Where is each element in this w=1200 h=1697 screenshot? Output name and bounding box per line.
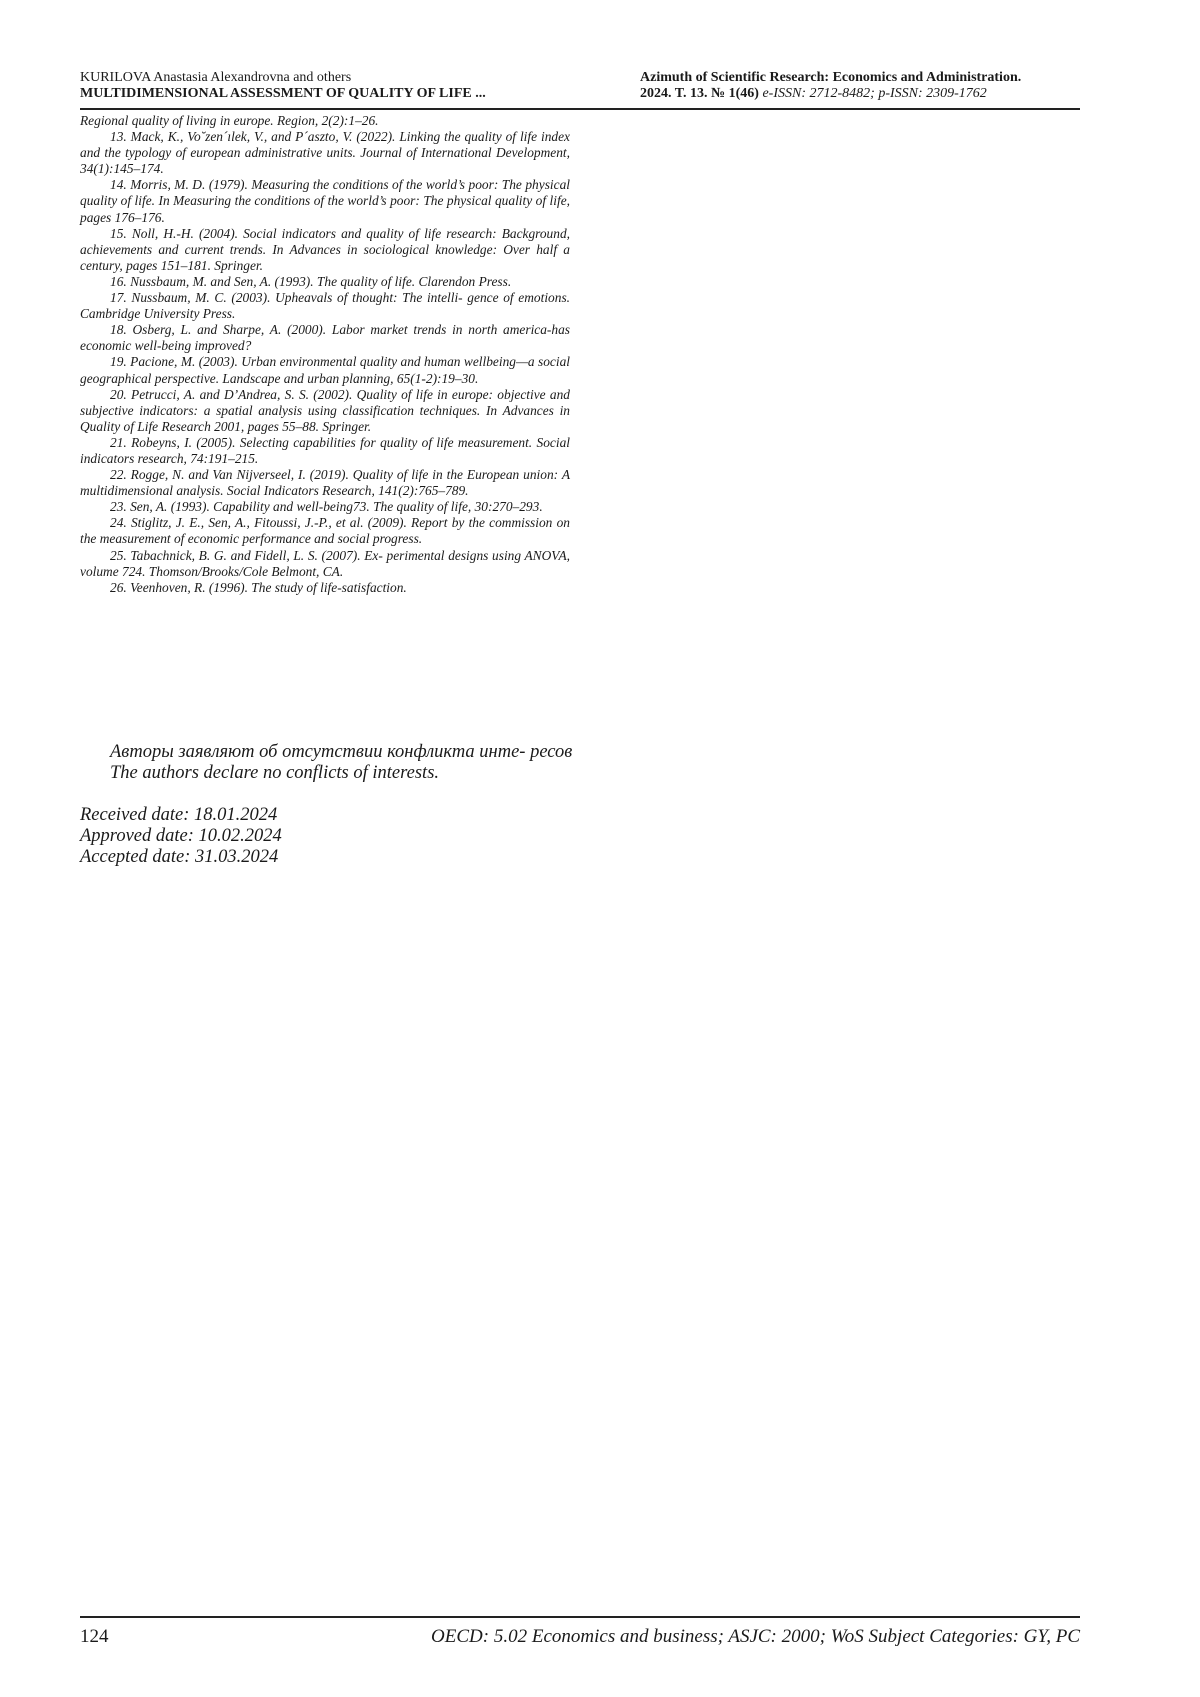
reference-item: 14. Morris, M. D. (1979). Measuring the conditions of the world’s poor: The physical quality of life. In Measuring the conditions of the world’s poor: The physical quality of life, pages 176–176. — [80, 177, 570, 225]
header-left — [80, 70, 486, 102]
reference-item: 13. Mack, K., Vo˘zen´ılek, V., and P´aszto, V. (2022). Linking the quality of life index and the typology of european administrative units. Journal of International Development, 34(1):145–174. — [80, 129, 570, 177]
accepted-date: Accepted date: 31.03.2024 — [80, 847, 279, 867]
reference-item: 26. Veenhoven, R. (1996). The study of life-satisfaction. — [110, 579, 407, 595]
header-issue-line — [640, 86, 1021, 102]
reference-list — [80, 113, 570, 596]
reference-item: 24. Stiglitz, J. E., Sen, A., Fitoussi, J.-P., et al. (2009). Report by the commission on the measurement of economic performance and social progress. — [80, 515, 570, 547]
reference-item: 25. Tabachnick, B. G. and Fidell, L. S. (2007). Ex- perimental designs using ANOVA, volume 724. Thomson/Brooks/Cole Belmont, CA. — [80, 547, 570, 579]
page-number: 124 — [80, 1626, 109, 1647]
reference-item: 15. Noll, H.-H. (2004). Social indicators and quality of life research: Background, achievements and current trends. In Advances in sociological knowledge: Over half a century, pages 151–181. Springer. — [80, 225, 570, 273]
header-article-title: MULTIDIMENSIONAL ASSESSMENT OF QUALITY OF LIFE ... — [80, 86, 486, 101]
approved-date: Approved date: 10.02.2024 — [80, 826, 282, 846]
page-header — [80, 70, 1080, 110]
reference-item: 17. Nussbaum, M. C. (2003). Upheavals of thought: The intelli- gence of emotions. Cambridge University Press. — [80, 290, 570, 322]
reference-item: 21. Robeyns, I. (2005). Selecting capabilities for quality of life measurement. Social indicators research, 74:191–215. — [80, 434, 570, 466]
reference-item: 20. Petrucci, A. and D’Andrea, S. S. (2002). Quality of life in europe: objective and subjective indicators: a spatial analysis using classification techniques. In Advances in Quality of Life Research 2001, pages 55–88. Springer. — [80, 386, 570, 434]
header-right — [640, 70, 1021, 102]
reference-item: Regional quality of living in europe. Region, 2(2):1–26. — [80, 113, 379, 128]
header-authors: KURILOVA Anastasia Alexandrovna and others — [80, 70, 352, 85]
reference-item: 22. Rogge, N. and Van Nijverseel, I. (2019). Quality of life in the European union: A multidimensional analysis. Social Indicators Research, 141(2):765–789. — [80, 467, 570, 499]
conflict-statement-en: The authors declare no conflicts of interests. — [110, 763, 440, 783]
header-issn: e-ISSN: 2712-8482; p-ISSN: 2309-1762 — [758, 86, 987, 101]
page-footer — [80, 1616, 1080, 1648]
footer-classification: OECD: 5.02 Economics and business; ASJC: 2000; WoS Subject Categories: GY, PC — [431, 1626, 1080, 1647]
reference-item: 19. Pacione, M. (2003). Urban environmental quality and human wellbeing—a social geographical perspective. Landscape and urban planning, 65(1-2):19–30. — [80, 354, 570, 386]
reference-item: 18. Osberg, L. and Sharpe, A. (2000). Labor market trends in north america-has economic well-being improved? — [80, 322, 570, 354]
received-date: Received date: 18.01.2024 — [80, 805, 278, 825]
conflict-statement-ru: Авторы заявляют об отсутствии конфликта инте- ресов — [110, 742, 573, 762]
reference-item: 23. Sen, A. (1993). Capability and well-being73. The quality of life, 30:270–293. — [110, 499, 543, 515]
reference-item: 16. Nussbaum, M. and Sen, A. (1993). The quality of life. Clarendon Press. — [110, 273, 512, 289]
declarations-block — [80, 742, 580, 868]
header-issue: 2024. T. 13. № 1(46) — [640, 86, 759, 101]
header-journal: Azimuth of Scientific Research: Economics and Administration. — [640, 70, 1022, 85]
